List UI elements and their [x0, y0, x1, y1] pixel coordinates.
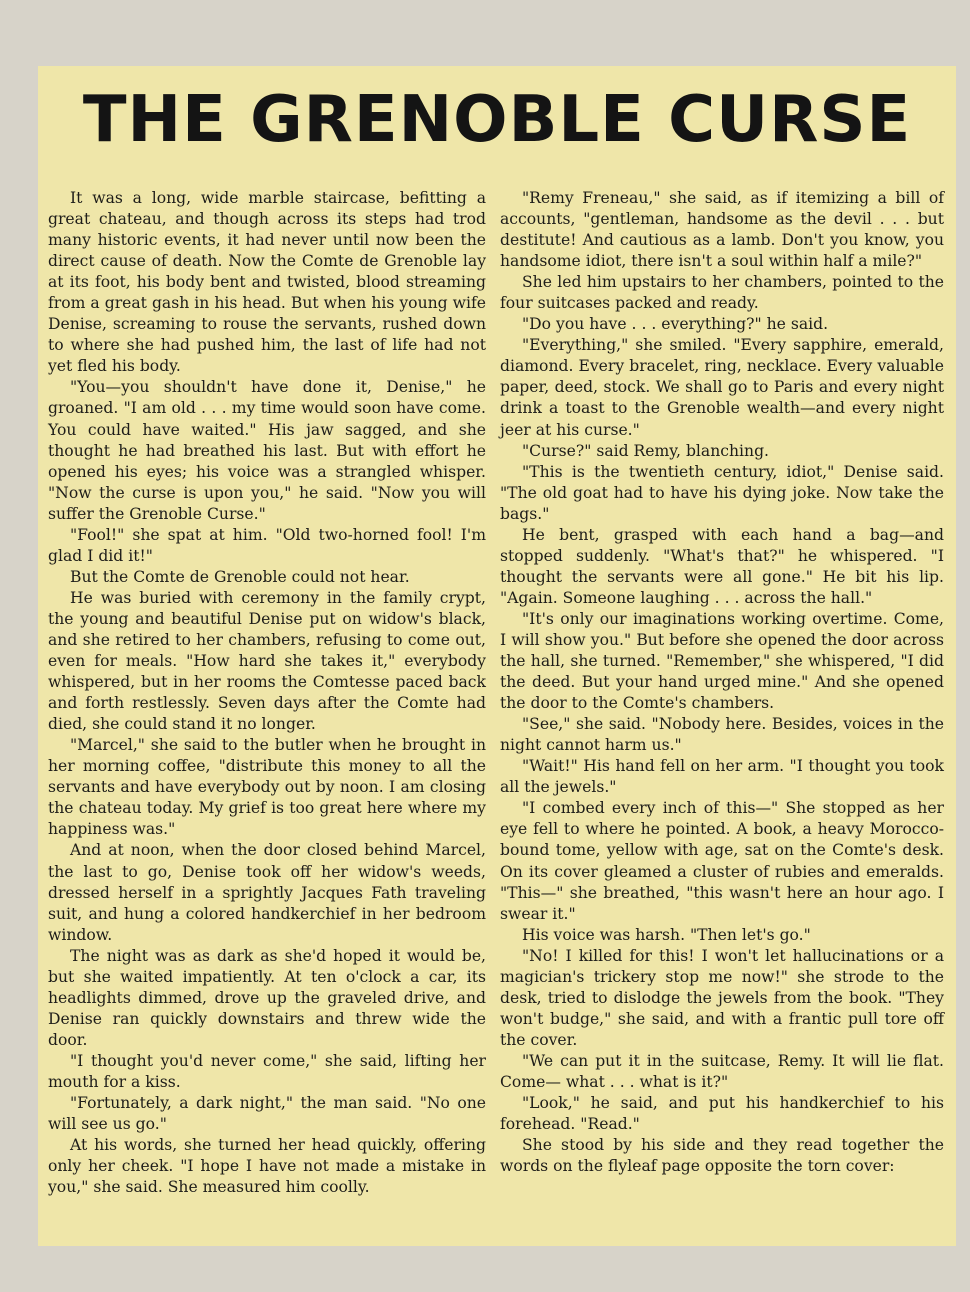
paragraph: He bent, grasped with each hand a bag—and stopped suddenly. "What's that?" he whispered. "I thought the servants were all gone." He bit his lip. "Again. Someone laughing . . . across the hall.": [500, 525, 944, 607]
left-column: [48, 188, 486, 1238]
paragraph: "Marcel," she said to the butler when he brought in her morning coffee, "distribute this money to all the servants and have everybody out by noon. I am closing the chateau today. My grief is too great here where my happiness was.": [48, 736, 486, 839]
paragraph: And at noon, when the door closed behind Marcel, the last to go, Denise took off her widow's weeds, dressed herself in a sprightly Jacques Fath traveling suit, and hung a colored handkerchief in her bedroom window.: [48, 841, 486, 944]
paragraph: "It's only our imaginations working overtime. Come, I will show you." But before she opened the door across the hall, she turned. "Remember," she whispered, "I did the deed. But your hand urged mine." And she opened the door to the Comte's chambers.: [500, 609, 944, 713]
paragraph: "No! I killed for this! I won't let hallucinations or a magician's trickery stop me now!" she strode to the desk, tried to dislodge the jewels from the book. "They won't budge," she said, and with a frantic pull tore off the cover.: [500, 946, 944, 1049]
paragraph: But the Comte de Grenoble could not hear.: [70, 567, 410, 586]
paragraph: "You—you shouldn't have done it, Denise," he groaned. "I am old . . . my time would soon have come. You could have waited." His jaw sagged, and she thought he had breathed his last. But with effort he opened his eyes; his voice was a strangled whisper. "Now the curse is upon you," he said. "Now you will suffer the Grenoble Curse.": [48, 378, 486, 523]
paragraph: "Everything," she smiled. "Every sapphire, emerald, diamond. Every bracelet, ring, necklace. Every valuable paper, deed, stock. We shall go to Paris and every night drink a toast to the Grenoble wealth—and every night jeer at his curse.": [500, 336, 944, 439]
paragraph: "Look," he said, and put his handkerchief to his forehead. "Read.": [500, 1094, 944, 1134]
paragraph: "Wait!" His hand fell on her arm. "I thought you took all the jewels.": [500, 757, 944, 797]
paragraph: "I combed every inch of this—" She stopped as her eye fell to where he pointed. A book, a heavy Morocco-bound tome, yellow with age, sat on the Comte's desk. On its cover gleamed a cluster of rubies and emeralds. "This—" she breathed, "this wasn't here an hour ago. I swear it.": [500, 799, 944, 923]
title-bar: [38, 66, 956, 174]
paragraph: "This is the twentieth century, idiot," Denise said. "The old goat had to have his dying joke. Now take the bags.": [500, 462, 944, 523]
paragraph: "Fool!" she spat at him. "Old two-horned fool! I'm glad I did it!": [48, 525, 486, 565]
paragraph: "Do you have . . . everything?" he said.: [522, 315, 829, 334]
paragraph: The night was as dark as she'd hoped it would be, but she waited impatiently. At ten o'clock a car, its headlights dimmed, drove up the graveled drive, and Denise ran quickly downstairs and threw wide the door.: [48, 946, 486, 1049]
paragraph: He was buried with ceremony in the family crypt, the young and beautiful Denise put on widow's black, and she retired to her chambers, refusing to come out, even for meals. "How hard she takes it," everybody whispered, but in her rooms the Comtesse paced back and forth restlessly. Seven days after the Comte had died, she could stand it no longer.: [48, 588, 486, 734]
story-panel: [38, 66, 956, 1246]
paragraph: It was a long, wide marble staircase, befitting a great chateau, and though across its steps had trod many historic events, it had never until now been the direct cause of death. Now the Comte de Grenoble lay at its foot, his body bent and twisted, blood streaming from a great gash in his head. But when his young wife Denise, screaming to rouse the servants, rushed down to where she had pushed him, the last of life had not yet fled his body.: [48, 189, 486, 376]
paragraph: At his words, she turned her head quickly, offering only her cheek. "I hope I have not made a mistake in you," she said. She measured him coolly.: [48, 1136, 486, 1197]
story-title: THE GRENOBLE CURSE: [82, 83, 912, 157]
paragraph: "Fortunately, a dark night," the man said. "No one will see us go.": [48, 1094, 486, 1134]
paragraph: "See," she said. "Nobody here. Besides, voices in the night cannot harm us.": [500, 715, 944, 755]
paragraph: She led him upstairs to her chambers, pointed to the four suitcases packed and ready.: [500, 273, 944, 313]
paragraph: "Curse?" said Remy, blanching.: [522, 441, 770, 460]
right-column: [500, 188, 944, 1238]
paragraph: His voice was harsh. "Then let's go.": [522, 925, 811, 944]
paragraph: She stood by his side and they read together the words on the flyleaf page opposite the torn cover:: [500, 1136, 944, 1176]
paragraph: "Remy Freneau," she said, as if itemizing a bill of accounts, "gentleman, handsome as the devil . . . but destitute! And cautious as a lamb. Don't you know, you handsome idiot, there isn't a soul within half a mile?": [500, 189, 944, 271]
paragraph: "We can put it in the suitcase, Remy. It will lie flat. Come— what . . . what is it?": [500, 1051, 944, 1091]
paragraph: "I thought you'd never come," she said, lifting her mouth for a kiss.: [48, 1051, 486, 1091]
